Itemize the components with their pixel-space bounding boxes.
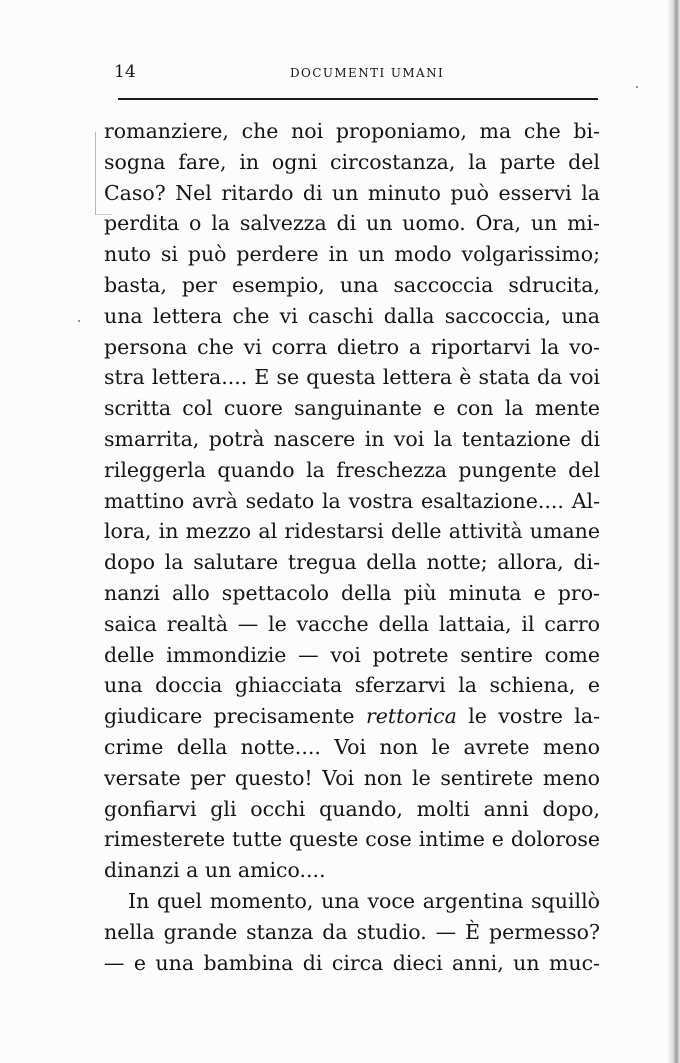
text-line: delle immondizie — voi potrete sentire come (104, 642, 600, 667)
text-line: nuto si può perdere in un modo volgarissimo; (104, 242, 600, 267)
italic-word: rettorica (365, 704, 457, 729)
text-line: nanzi allo spettacolo della più minuta e pro- (104, 580, 600, 605)
text-line: persona che vi corra dietro a riportarvi la vo- (104, 334, 600, 359)
text-line: una doccia ghiacciata sferzarvi la schiena, e (104, 673, 600, 698)
text-line: dopo la salutare tregua della notte; allora, di- (104, 550, 600, 575)
text-line: smarrita, potrà nascere in voi la tentazione di (104, 426, 600, 451)
paper-speck (78, 320, 80, 322)
body-text (104, 116, 600, 978)
text-run: le vostre la- (468, 704, 600, 729)
text-line-with-italic (104, 701, 600, 732)
paper-speck (636, 86, 638, 88)
text-line: crime della notte.... Voi non le avrete meno (104, 734, 600, 759)
text-line: saica realtà — le vacche della lattaia, il carro (104, 611, 600, 636)
text-line: — e una bambina di circa dieci anni, un muc- (104, 950, 600, 975)
text-line: scritta col cuore sanguinante e con la mente (104, 396, 600, 421)
text-line: stra lettera.... E se questa lettera è stata da voi (104, 365, 600, 390)
text-line: romanziere, che noi proponiamo, ma che bi- (104, 119, 600, 143)
text-line: mattino avrà sedato la vostra esaltazione.... Al- (104, 488, 600, 513)
text-line: versate per questo! Voi non le sentirete meno (104, 765, 600, 790)
running-head: DOCUMENTI UMANI (290, 66, 445, 80)
text-line: rileggerla quando la freschezza pungente del (104, 457, 600, 482)
text-line: nella grande stanza da studio. — È permesso? (104, 919, 600, 944)
text-run: giudicare precisamente (104, 704, 355, 729)
text-line: basta, per esempio, una saccoccia sdrucita, (104, 272, 600, 297)
header-rule (118, 98, 598, 100)
text-line: rimesterete tutte queste cose intime e dolorose (104, 827, 600, 852)
text-line: Caso? Nel ritardo di un minuto può esservi la (104, 180, 600, 205)
paragraph-end-line: dinanzi a un amico.... (104, 858, 326, 883)
text-line: lora, in mezzo al ridestarsi delle attività umane (104, 519, 600, 544)
text-line: perdita o la salvezza di un uomo. Ora, un mi- (104, 211, 600, 236)
page-edge-shadow (668, 0, 680, 1063)
text-line: sogna fare, in ogni circostanza, la parte del (104, 149, 600, 174)
paragraph-start-line: In quel momento, una voce argentina squillò (128, 888, 600, 913)
text-line: una lettera che vi caschi dalla saccoccia, una (104, 303, 600, 328)
text-line: gonfiarvi gli occhi quando, molti anni dopo, (104, 796, 600, 821)
page-number: 14 (114, 62, 137, 82)
